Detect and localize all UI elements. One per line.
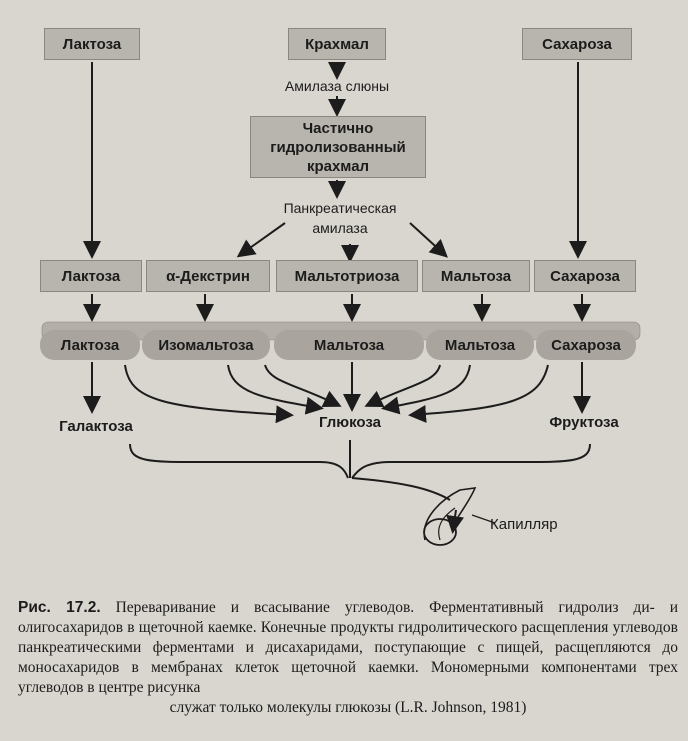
caption-figure-number: Рис. 17.2. [18,599,101,616]
capillary-tube [424,488,475,540]
mid-maltose-box: Мальтоза [422,260,530,292]
pancreatic-amylase-line-2: амилаза [312,220,368,236]
partial-starch-line-3: крахмал [306,157,370,175]
curve-lactose-glucose [125,365,290,415]
salivary-amylase-label: Амилаза слюны [284,78,390,94]
curve-isomaltose-glucose [228,365,320,408]
arrow-to-capillary [352,478,450,500]
pancreatic-amylase-line-1: Панкреатическая [283,200,397,216]
bb-sucrose: Сахароза [536,330,636,360]
mid-maltotriose-box: Мальтотриоза [276,260,418,292]
curve-sucrose-glucose [412,365,548,415]
mid-dextrin-box: α-Декстрин [146,260,270,292]
bracket-right [352,444,590,478]
top-sucrose-box: Сахароза [522,28,632,60]
figure-caption [18,598,678,718]
mid-sucrose-box: Сахароза [534,260,636,292]
bb-isomaltose: Изомальтоза [142,330,270,360]
bb-lactose: Лактоза [40,330,140,360]
fructose-label: Фруктоза [549,414,619,431]
caption-text: Переваривание и всасывание углеводов. Ферментативный гидролиз ди- и олигосахаридов в щеточной каемке. Конечные продукты гидролитического расщепления углеводов панкреатическими ферментами и дисахаридами, поступающие с пищей, расщепляются до моносахаридов в мембранах клеток щеточной каемки. Мономерными компонентами трех углеводов в центре рисунка [18,599,679,696]
capillary-opening [424,519,456,545]
top-lactose-box: Лактоза [44,28,140,60]
top-starch-box: Крахмал [288,28,386,60]
bb-maltose-1: Мальтоза [274,330,424,360]
curve-maltose-glucose [385,365,470,408]
glucose-label: Глюкоза [319,414,381,431]
bracket-left [130,444,348,478]
pancreatic-amylase-label [240,198,440,238]
caption-last-line: служат только молекулы глюкозы (L.R. Johnson, 1981) [169,699,527,716]
bb-maltose-2: Мальтоза [426,330,534,360]
partial-starch-line-1: Частично [302,119,374,137]
partial-starch-line-2: гидролизованный [270,138,406,156]
capillary-label: Капилляр [490,516,558,533]
galactose-label: Галактоза [59,418,133,435]
mid-lactose-box: Лактоза [40,260,142,292]
partial-starch-box [250,116,426,178]
